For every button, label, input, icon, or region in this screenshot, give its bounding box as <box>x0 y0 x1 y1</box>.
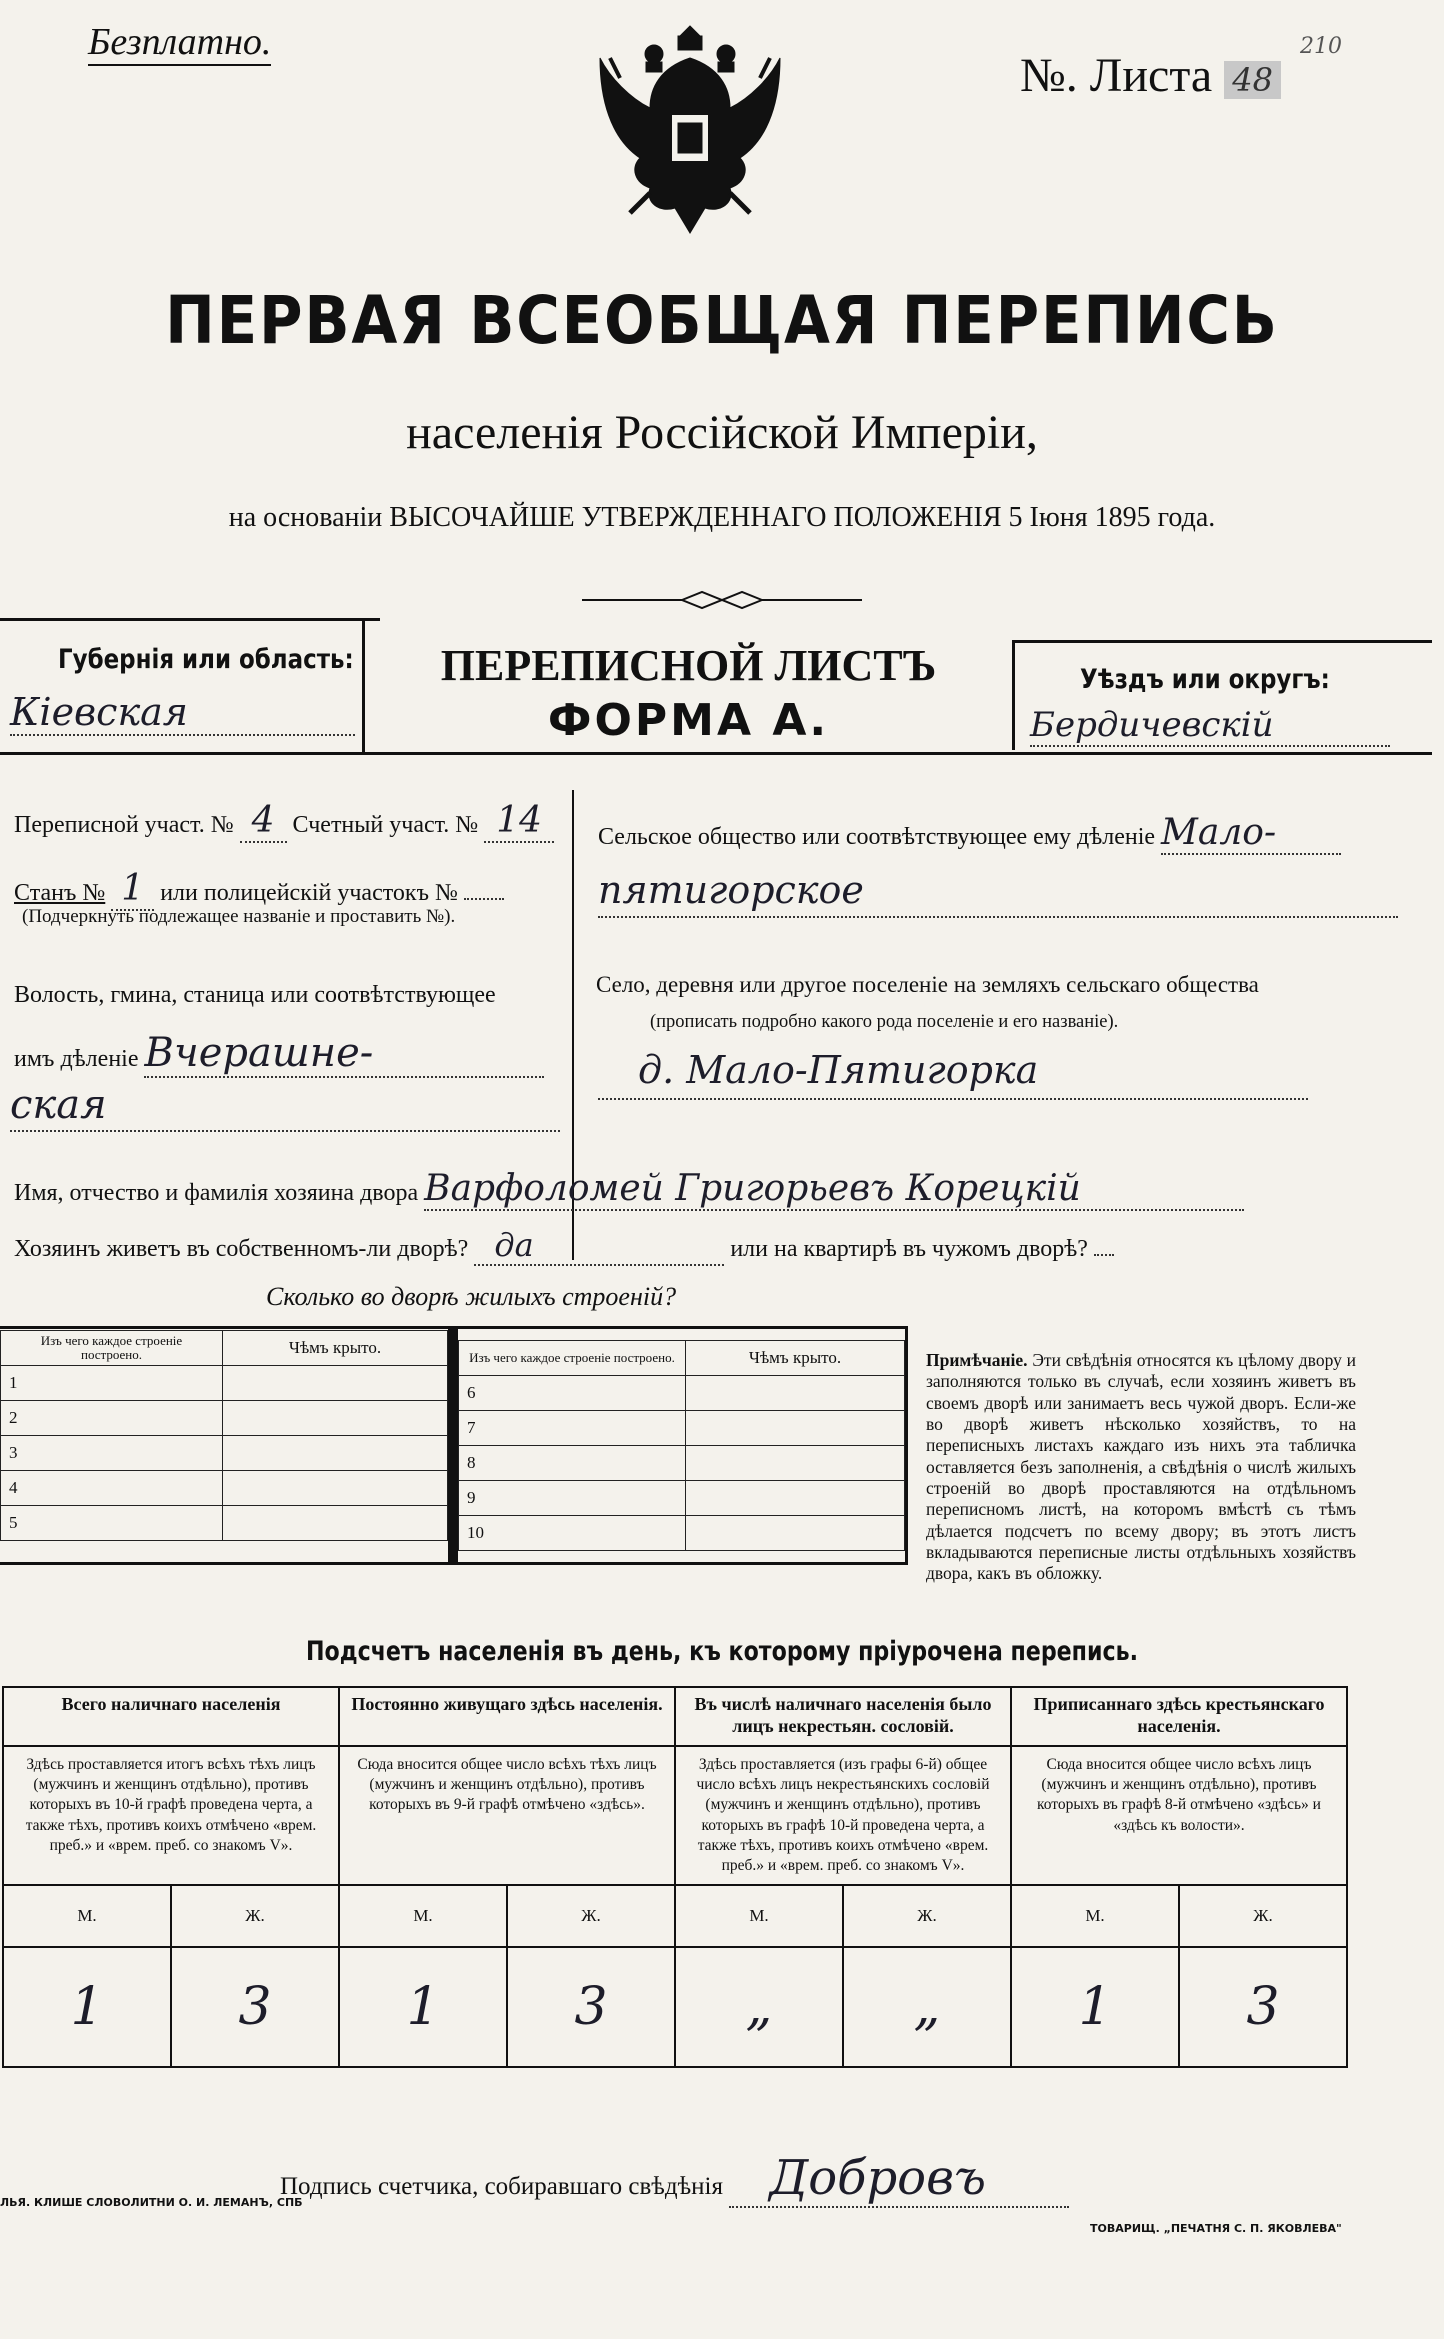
building-row-num: 1 <box>1 1366 223 1401</box>
male-header: М. <box>675 1885 843 1947</box>
volost-label: Волость, гмина, станица или соотвѣтствующее <box>14 982 496 1008</box>
underline-note: (Подчеркнуть подлежащее названіе и проставить №). <box>22 906 456 927</box>
buildings-table-left <box>0 1330 448 1541</box>
building-row-num: 8 <box>459 1446 686 1481</box>
permanent-female-value: 3 <box>507 1947 675 2067</box>
volost-row <box>14 1030 544 1078</box>
stan-row <box>14 868 504 909</box>
rent-yard-label: или на квартирѣ въ чужомъ дворѣ? <box>730 1236 1088 1262</box>
printer-right: ТОВАРИЩ. „ПЕЧАТНЯ С. П. ЯКОВЛЕВА" <box>1090 2222 1342 2235</box>
police-label: или полицейскій участокъ № <box>160 880 458 906</box>
subtitle: населенія Россійской Имперіи, <box>406 406 1038 459</box>
group-desc-permanent: Сюда вносится общее число всѣхъ тѣхъ лицъ (мужчинъ и женщинъ отдѣльно), противъ которыхъ въ 9-й графѣ отмѣчено «здѣсь». <box>339 1746 675 1885</box>
male-header: М. <box>3 1885 171 1947</box>
building-row-num: 7 <box>459 1411 686 1446</box>
stan-value: 1 <box>111 868 154 911</box>
group-head-permanent: Постоянно живущаго здѣсь населенія. <box>339 1687 675 1746</box>
volost-label2: имъ дѣленіе <box>14 1046 139 1072</box>
female-header: Ж. <box>507 1885 675 1947</box>
own-yard-row <box>14 1226 1114 1266</box>
village-field <box>598 1048 1308 1100</box>
census-plot-row <box>14 800 554 841</box>
col-roof-header: Чѣмъ крыто. <box>686 1341 905 1376</box>
gubernia-label: Губернія или область: <box>58 644 354 675</box>
group-head-present: Всего наличнаго населенія <box>3 1687 339 1746</box>
own-yard-value: да <box>474 1226 724 1266</box>
col-material-header: Изъ чего каждое строеніе построено. <box>459 1341 686 1376</box>
male-header: М. <box>339 1885 507 1947</box>
volost-field2 <box>10 1082 560 1132</box>
count-plot-label: Счетный участ. № <box>292 812 479 838</box>
nonpeasant-male-value: „ <box>675 1947 843 2067</box>
gubernia-field <box>10 690 355 736</box>
present-male-value: 1 <box>3 1947 171 2067</box>
building-row-num: 9 <box>459 1481 686 1516</box>
population-table <box>2 1686 1348 2068</box>
stan-label: Станъ № <box>14 880 106 906</box>
col-roof-header: Чѣмъ крыто. <box>223 1331 448 1366</box>
village-value: д. Мало-Пятигорка <box>638 1048 1039 1092</box>
signature-row <box>280 2150 1069 2208</box>
volost-value1: Вчерашне- <box>144 1030 544 1078</box>
population-title: Подсчетъ населенія въ день, къ которому пріурочена перепись. <box>305 1636 1139 1667</box>
count-plot-value: 14 <box>484 800 554 843</box>
uezd-label: Уѣздъ или округъ: <box>1080 664 1330 695</box>
village-label: Село, деревня или другое поселеніе на земляхъ сельскаго общества <box>596 972 1259 997</box>
female-header: Ж. <box>843 1885 1011 1947</box>
buildings-note-title: Примѣчаніе. <box>926 1350 1028 1370</box>
registered-male-value: 1 <box>1011 1947 1179 2067</box>
group-desc-registered: Сюда вносится общее число всѣхъ лицъ (мужчинъ и женщинъ отдѣльно), противъ которыхъ въ графѣ 8-й отмѣчено «здѣсь» и «здѣсь къ волости». <box>1011 1746 1347 1885</box>
society-value2: пятигорское <box>598 868 864 912</box>
permanent-male-value: 1 <box>339 1947 507 2067</box>
female-header: Ж. <box>171 1885 339 1947</box>
group-desc-nonpeasant: Здѣсь проставляется (изъ графы 6-й) общее число всѣхъ лицъ некрестьянскихъ сословій (мужчинъ и женщинъ отдѣльно), противъ которыхъ въ графѣ 10-й проведена черта, а также тѣхъ, противъ коихъ отмѣчено «врем. преб.» и «врем. преб. со знакомъ V». <box>675 1746 1011 1885</box>
sheet-number <box>1020 48 1281 103</box>
form-title-line2: ФОРМА А. <box>547 695 830 746</box>
uezd-value: Бердичевскій <box>1030 705 1274 745</box>
signature-value: Добровъ <box>729 2150 1069 2208</box>
ornament-divider-icon <box>582 588 862 612</box>
building-row-num: 10 <box>459 1516 686 1551</box>
sheet-number-label: №. Листа <box>1020 49 1213 102</box>
sheet-number-pencil: 210 <box>1300 34 1342 59</box>
building-row-num: 4 <box>1 1471 223 1506</box>
owner-value: Варфоломей Григорьевъ Корецкій <box>424 1168 1244 1211</box>
uezd-field <box>1030 705 1390 747</box>
building-row-num: 3 <box>1 1436 223 1471</box>
police-field <box>464 898 504 900</box>
main-title: ПЕРВАЯ ВСЕОБЩАЯ ПЕРЕПИСЬ <box>165 282 1279 359</box>
buildings-question: Сколько во дворѣ жилыхъ строеній? <box>266 1282 677 1311</box>
building-row-num: 6 <box>459 1376 686 1411</box>
building-row-num: 2 <box>1 1401 223 1436</box>
society-row <box>598 812 1341 855</box>
present-female-value: 3 <box>171 1947 339 2067</box>
free-label: Безплатно. <box>88 22 271 66</box>
sheet-number-value: 48 <box>1224 61 1281 99</box>
male-header: М. <box>1011 1885 1179 1947</box>
census-plot-value: 4 <box>240 800 287 843</box>
society-field2 <box>598 868 1398 918</box>
female-header: Ж. <box>1179 1885 1347 1947</box>
building-row-num: 5 <box>1 1506 223 1541</box>
village-note: (прописать подробно какого рода поселеніе и его названіе). <box>650 1012 1119 1032</box>
basis-line: на основаніи ВЫСОЧАЙШЕ УТВЕРЖДЕННАГО ПОЛОЖЕНІЯ 5 Іюня 1895 года. <box>228 502 1216 533</box>
coat-of-arms-icon <box>590 18 790 248</box>
society-value1: Мало- <box>1161 812 1341 855</box>
printer-left: ЛЬЯ. КЛИШЕ СЛОВОЛИТНИ О. И. ЛЕМАНЪ, СПБ <box>0 2196 303 2209</box>
signature-label: Подпись счетчика, собиравшаго свѣдѣнія <box>280 2173 723 2200</box>
buildings-table-right <box>458 1340 905 1551</box>
owner-row <box>14 1168 1244 1211</box>
society-label: Сельское общество или соотвѣтствующее ему дѣленіе <box>598 824 1156 850</box>
form-title-line1: ПЕРЕПИСНОЙ ЛИСТЪ <box>440 641 937 690</box>
buildings-note <box>926 1350 1356 1585</box>
nonpeasant-female-value: „ <box>843 1947 1011 2067</box>
registered-female-value: 3 <box>1179 1947 1347 2067</box>
group-head-registered: Приписаннаго здѣсь крестьянскаго населенія. <box>1011 1687 1347 1746</box>
group-desc-present: Здѣсь проставляется итогъ всѣхъ тѣхъ лицъ (мужчинъ и женщинъ отдѣльно), противъ которыхъ въ 10-й графѣ проведена черта, а также тѣхъ, противъ коихъ отмѣчено «врем. преб.» и «врем. преб. со знакомъ V». <box>3 1746 339 1885</box>
volost-value2: ская <box>10 1082 107 1128</box>
rent-yard-field <box>1094 1254 1114 1256</box>
census-plot-label: Переписной участ. № <box>14 812 234 838</box>
own-yard-label: Хозяинъ живетъ въ собственномъ-ли дворѣ? <box>14 1236 469 1262</box>
owner-label: Имя, отчество и фамилія хозяина двора <box>14 1180 419 1206</box>
group-head-nonpeasant: Въ числѣ наличнаго населенія было лицъ некрестьян. сословій. <box>675 1687 1011 1746</box>
gubernia-value: Кіевская <box>10 690 188 734</box>
col-material-header: Изъ чего каждое строеніе построено. <box>1 1331 223 1366</box>
buildings-note-text: Эти свѣдѣнія относятся къ цѣлому двору и заполняются только въ случаѣ, если хозяинъ живетъ въ своемъ дворѣ или занимаетъ весь чужой дворъ. Если-же во дворѣ живетъ нѣсколько хозяйствъ, то на переписныхъ листахъ каждаго изъ нихъ эта табличка оставляется безъ заполненія, а свѣдѣнія о числѣ жилыхъ строеній во дворѣ проставляются на отдѣльномъ переписномъ листѣ, на которомъ вмѣстѣ съ тѣмъ дѣлается подсчетъ по всему двору; въ этотъ листъ вкладываются переписные листы отдѣльныхъ хозяйствъ двора, какъ въ обложку. <box>926 1350 1356 1584</box>
